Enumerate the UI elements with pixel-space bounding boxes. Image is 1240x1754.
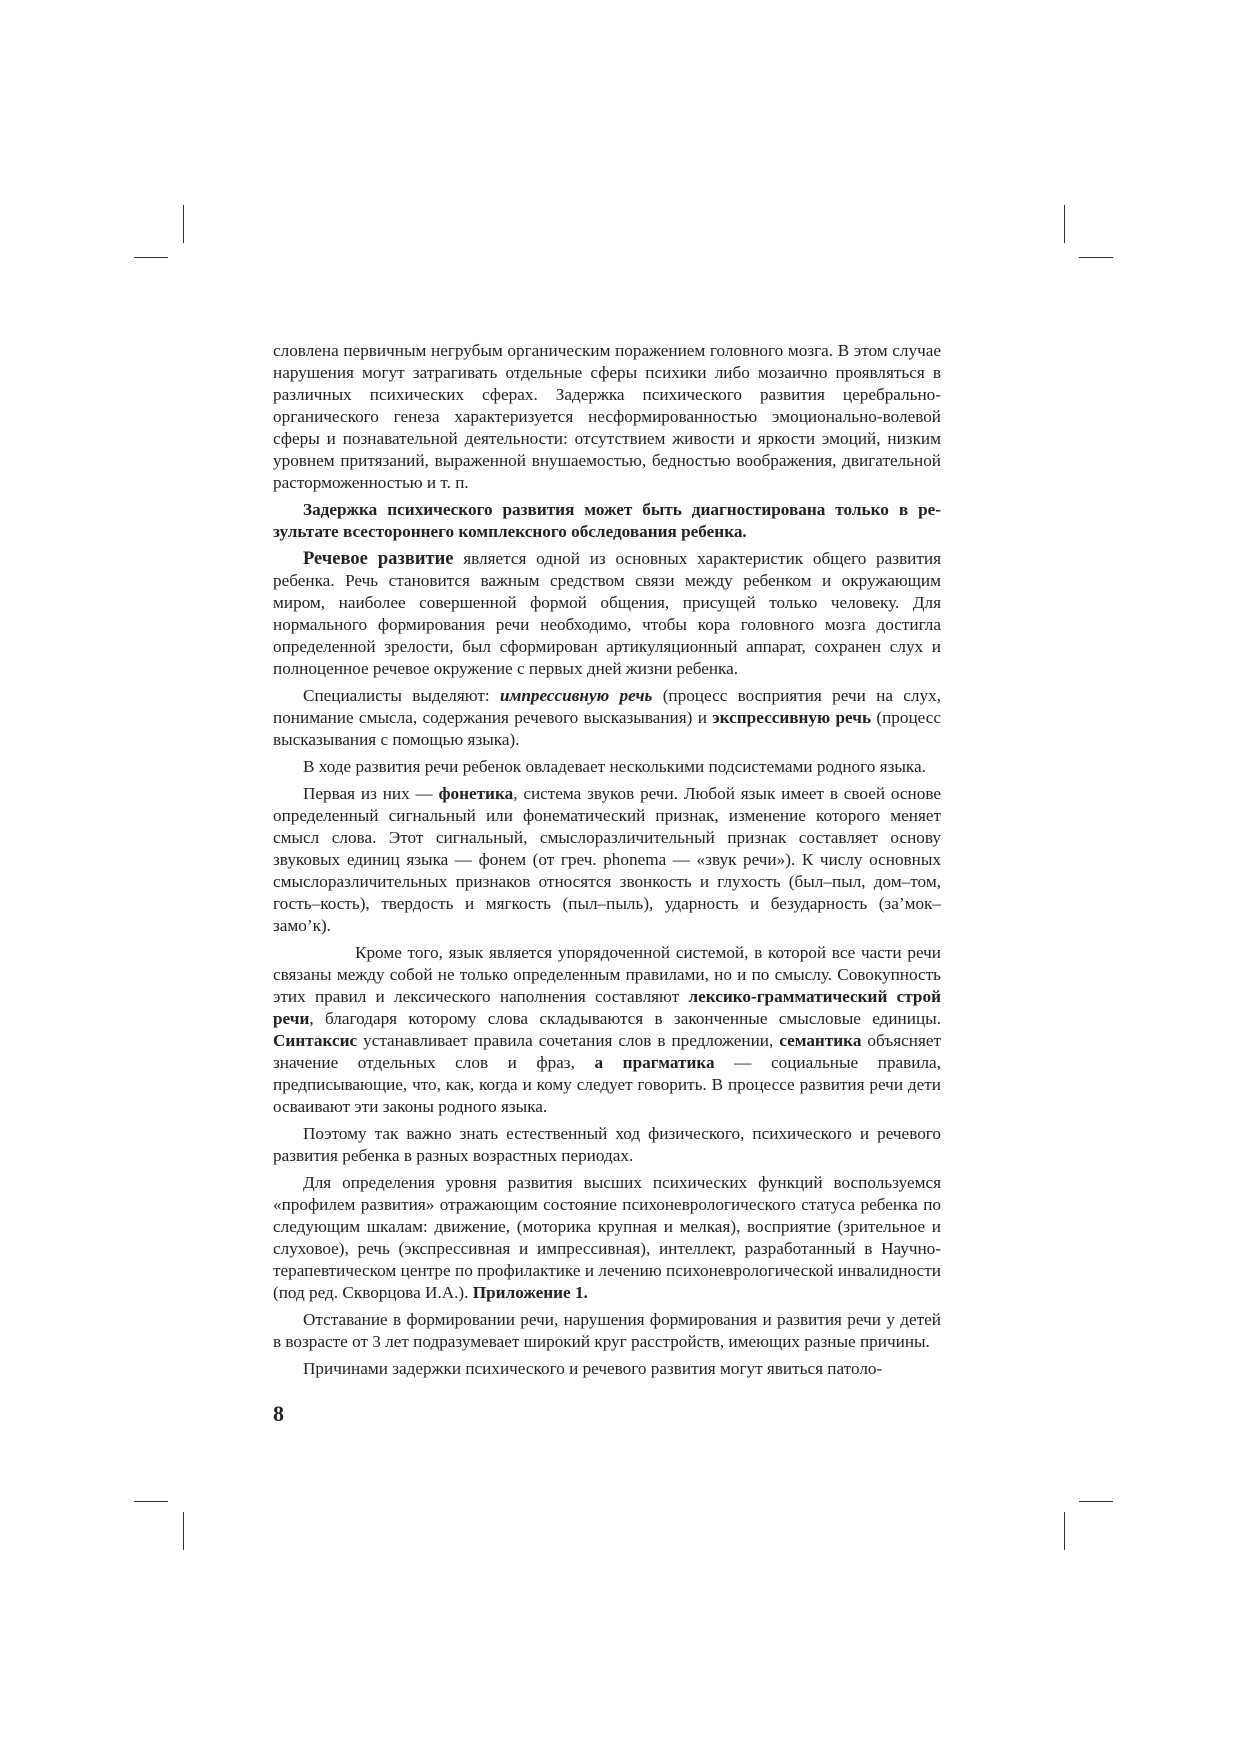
crop-mark-top-left-horizontal bbox=[134, 257, 168, 258]
text-run: Специалисты выделяют: bbox=[303, 686, 501, 705]
crop-mark-bottom-left-vertical bbox=[183, 1512, 184, 1550]
paragraph-10 bbox=[273, 1309, 941, 1353]
crop-mark-top-right-horizontal bbox=[1079, 257, 1113, 258]
paragraph-4-speech-types bbox=[273, 685, 941, 751]
text-run: объясняет значение отдельных слов и фраз, bbox=[273, 1031, 941, 1072]
text-run: Для определения уровня развития высших психических функций воспользуемся «профилем развития» отражающим состояние психоневрологического статуса ребенка по следующим шкалам: движение, (моторика крупная и мелкая), восприятие (зрительное и слуховое), речь (экспрессивная и импрессивная), интеллект, разработанный в Научно-терапевтическом центре по профилактике и лечению психоневрологической инвалидности (под ред. Скворцова И.А.). bbox=[273, 1173, 941, 1302]
paragraph-3-speech-development bbox=[273, 548, 941, 680]
text-run: Поэтому так важно знать естественный ход физического, психического и речевого развития ребенка в разных возрастных периодах. bbox=[273, 1124, 941, 1165]
crop-mark-bottom-right-horizontal bbox=[1079, 1501, 1113, 1502]
text-run: (процесс восприятия речи на слух, понимание смысла, содержания речевого высказывания) и bbox=[273, 686, 941, 727]
text-run: В ходе развития речи ребенок овладевает несколькими подсистемами родного языка. bbox=[303, 757, 926, 776]
paragraph-1 bbox=[273, 340, 941, 494]
bold-term: Приложение 1. bbox=[472, 1283, 588, 1302]
paragraph-2-bold-statement bbox=[273, 499, 941, 543]
crop-mark-top-right-vertical bbox=[1064, 205, 1065, 243]
crop-mark-bottom-right-vertical bbox=[1064, 1512, 1065, 1550]
text-run: Причинами задержки психического и речевого развития могут явиться патоло- bbox=[303, 1359, 883, 1378]
text-run: , система звуков речи. Любой язык имеет в своей основе определенный сигнальный или фонематический признак, изменение которого меняет смысл слова. Этот сигнальный, смыслоразличительный признак составляет основу звуковых единиц языка — фонем (от греч. phonema — «звук речи»). К числу основных смыслоразличительных признаков относятся звонкость и глухость (был–пыл, дом–том, гость–кость), твердость и мягкость (пыл–пыль), ударность и безударность (за’мок–замо’к). bbox=[273, 784, 941, 935]
bold-term: семантика bbox=[779, 1031, 862, 1050]
text-run: является одной из основных характеристик общего развития ребенка. Речь становится важным средством связи между ребенком и окружающим миром, наиболее совершенной формой общения, присущей только человеку. Для нормального формирования речи необходимо, чтобы кора головного мозга достигла определенной зрелости, был сформирован артикуляционный аппарат, сохранен слух и полноценное речевое окружение с первых дней жизни ребенка. bbox=[273, 549, 941, 678]
text-run: словлена первичным негрубым органическим поражением головного мозга. В этом случае нарушения могут затрагивать отдельные сферы психики либо мозаично проявляться в различных психических сферах. Задержка психического развития церебрально-органического генеза характеризуется несформированностью эмоционально-волевой сферы и познавательной деятельности: отсутствием живости и яркости эмоций, низким уровнем притязаний, выраженной внушаемостью, бедностью воображения, двигательной расторможенностью и т. п. bbox=[273, 341, 941, 492]
text-run: Кроме того, язык является упорядоченной системой, в которой все части речи связаны между собой не только определенным правилами, но и по смыслу. Совокупность этих правил и лексического наполнения составляют bbox=[273, 943, 941, 1006]
text-run: (процесс высказывания с помощью языка). bbox=[273, 708, 941, 749]
crop-mark-bottom-left-horizontal bbox=[134, 1501, 168, 1502]
bold-term: фонетика bbox=[438, 784, 514, 803]
text-run: устанавливает правила сочетания слов в предложении, bbox=[357, 1031, 780, 1050]
crop-mark-top-left-vertical bbox=[183, 205, 184, 243]
bold-term: экспрессивную речь bbox=[712, 708, 872, 727]
text-run: — социальные правила, предписывающие, что, как, когда и кому следует говорить. В процессе развития речи дети осваивают эти законы родного языка. bbox=[273, 1053, 941, 1116]
bold-term: Синтаксис bbox=[273, 1031, 358, 1050]
paragraph-6-phonetics bbox=[273, 783, 941, 937]
text-run: , благодаря которому слова складываются в законченные смысловые единицы. bbox=[309, 1009, 941, 1028]
body-text bbox=[273, 340, 941, 1385]
paragraph-8 bbox=[273, 1123, 941, 1167]
paragraph-9-development-profile bbox=[273, 1172, 941, 1304]
bold-italic-term: импрессивную речь bbox=[500, 686, 653, 705]
lead-term: Речевое развитие bbox=[303, 549, 454, 569]
text-run: Отставание в формировании речи, нарушения формирования и развития речи у детей в возрасте от 3 лет подразумевает широкий круг расстройств, имеющих разные причины. bbox=[273, 1310, 941, 1351]
bold-term: лексико-грамматический строй речи bbox=[273, 987, 941, 1028]
paragraph-7-grammar bbox=[273, 942, 941, 1118]
paragraph-5 bbox=[273, 756, 941, 778]
paragraph-11 bbox=[273, 1358, 941, 1380]
bold-term: а прагматика bbox=[594, 1053, 715, 1072]
text-run: Задержка психического развития может быть диагностирована только в результате всестороннего комплексного обследования ребенка. bbox=[273, 500, 941, 541]
text-run: Первая из них — bbox=[303, 784, 439, 803]
page-number: 8 bbox=[273, 1401, 284, 1426]
